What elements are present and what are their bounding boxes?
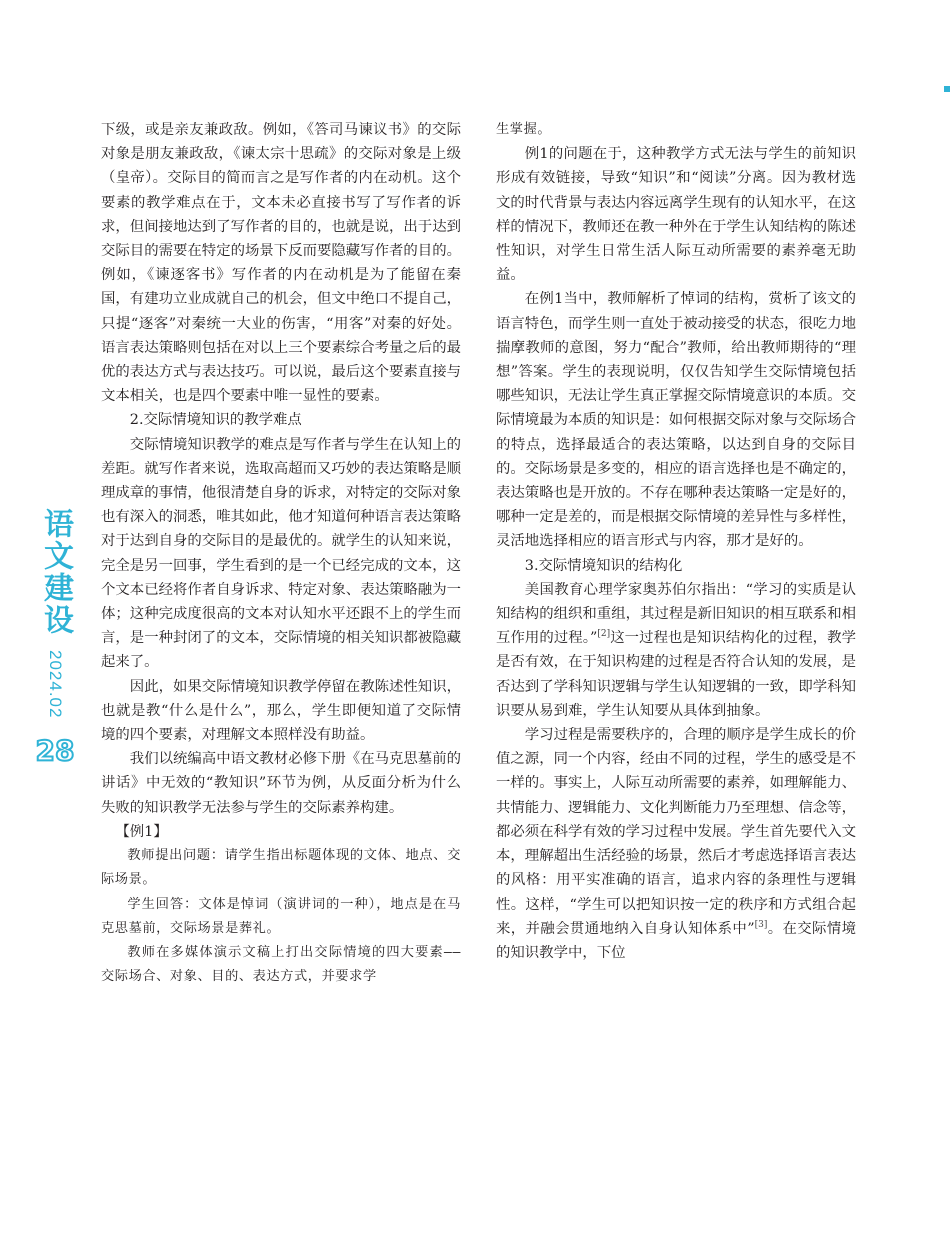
paragraph-text: 这一过程也是知识结构化的过程，教学是否有效，在于知识构建的过程是否符合认知的发展，是否达到了学科知识逻辑与学生认知逻辑的一致，即学科知识要从易到难，学生认知要从具体到抽象。 xyxy=(496,630,856,719)
paragraph-text: 。在交际情境的知识教学中，下位 xyxy=(496,920,856,961)
page-number: 28 xyxy=(35,734,75,768)
paragraph xyxy=(496,578,856,723)
section-heading: 3.交际情境知识的结构化 xyxy=(524,557,683,574)
journal-sidebar xyxy=(30,508,80,767)
example-label: 【例1】 xyxy=(115,823,168,840)
paragraph-text: 学习过程是需要秩序的，合理的顺序是学生成长的价值之源，同一个内容，经由不同的过程，学生的感受是不一样的。事实上，人际互动所需要的素养，如理解能力、共情能力、逻辑能力、文化判断能力乃至理想、信念等，都必须在科学有效的学习过程中发展。学生首先要代入文本，理解超出生活经验的场景，然后才考虑选择语言表达的风格：用平实准确的语言，追求内容的条理性与逻辑性。这样，“学生可以把知识按一定的秩序和方式组合起来，并融会贯通地纳入自身认知体系中” xyxy=(496,727,856,937)
journal-title: 语文建设 xyxy=(38,508,73,636)
corner-mark xyxy=(944,86,950,92)
right-column xyxy=(496,118,856,965)
paragraph: 在例1当中，教师解析了悼词的结构，赏析了该文的语言特色，而学生则一直处于被动接受的状态，很吃力地揣摩教师的意图，努力“配合”教师，给出教师期待的“理想”答案。学生的表现说明，仅仅告知学生交际情境包括哪些知识，无法让学生真正掌握交际情境意识的本质。交际情境最为本质的知识是：如何根据交际对象与交际场合的特点，选择最适合的表达策略，以达到自身的交际目的。交际场景是多变的，相应的语言选择也是不确定的，表达策略也是开放的。不存在哪种表达策略一定是好的，哪种一定是差的，而是根据交际情境的差异性与多样性，灵活地选择相应的语言形式与内容，那才是好的。 xyxy=(496,291,856,550)
journal-issue: 2024.02 xyxy=(46,650,65,719)
paragraph xyxy=(496,723,856,965)
paragraph: 下级，或是亲友兼政敌。例如，《答司马谏议书》的交际对象是朋友兼政敌，《谏太宗十思疏》的交际对象是上级（皇帝）。交际目的简而言之是写作者的内在动机。这个要素的教学难点在于，文本未必直接书写了写作者的诉求，但间接地达到了写作者的目的，也就是说，出于达到交际目的需要在特定的场景下反而要隐藏写作者的目的。例如，《谏逐客书》写作者的内在动机是为了能留在秦国，有建功立业成就自己的机会，但文中绝口不提自己，只提“逐客”对秦统一大业的伤害，“用客”对秦的好处。语言表达策略则包括在对以上三个要素综合考量之后的最优的表达方式与表达技巧。可以说，最后这个要素直接与文本相关，也是四个要素中唯一显性的要素。 xyxy=(101,122,461,405)
paragraph: 我们以统编高中语文教材必修下册《在马克思墓前的讲话》中无效的“教知识”环节为例，从反面分析为什么失败的知识教学无法参与学生的交际素养构建。 xyxy=(101,751,461,816)
example-dialog-continued: 生掌握。 xyxy=(496,122,552,137)
example-dialog: 教师在多媒体演示文稿上打出交际情境的四大要素——交际场合、对象、目的、表达方式，并要求学 xyxy=(101,944,461,985)
citation: [3] xyxy=(754,919,768,930)
paragraph: 例1的问题在于，这种教学方式无法与学生的前知识形成有效链接，导致“知识”和“阅读”分离。因为教材选文的时代背景与表达内容远离学生现有的认知水平，在这样的情况下，教师还在教一种外在于学生认知结构的陈述性知识，对学生日常生活人际互动所需要的素养毫无助益。 xyxy=(496,146,856,284)
citation: [2] xyxy=(597,629,611,640)
section-heading: 2.交际情境知识的教学难点 xyxy=(129,412,302,429)
paragraph: 因此，如果交际情境知识教学停留在教陈述性知识，也就是教“什么是什么”，那么，学生即便知道了交际情境的四个要素，对理解文本照样没有助益。 xyxy=(101,678,461,744)
example-dialog: 学生回答：文体是悼词（演讲词的一种），地点是在马克思墓前，交际场景是葬礼。 xyxy=(101,896,461,936)
paragraph: 交际情境知识教学的难点是写作者与学生在认知上的差距。就写作者来说，选取高超而又巧妙的表达策略是顺理成章的事情，他很清楚自身的诉求，对特定的交际对象也有深入的洞悉，唯其如此，他才知道何种语言表达策略对于达到自身的交际目的是最优的。就学生的认知来说，完全是另一回事，学生看到的是一个已经完成的文本，这个文本已经将作者自身诉求、特定对象、表达策略融为一体；这种完成度很高的文本对认知水平还跟不上的学生而言，是一种封闭了的文本，交际情境的相关知识都被隐藏起来了。 xyxy=(101,436,461,671)
left-column xyxy=(101,118,461,989)
paragraph-text: 美国教育心理学家奥苏伯尔指出：“学习的实质是认知结构的组织和重组，其过程是新旧知识的相互联系和相互作用的过程。” xyxy=(496,581,856,647)
example-dialog: 教师提出问题：请学生指出标题体现的文体、地点、交际场景。 xyxy=(101,848,461,888)
